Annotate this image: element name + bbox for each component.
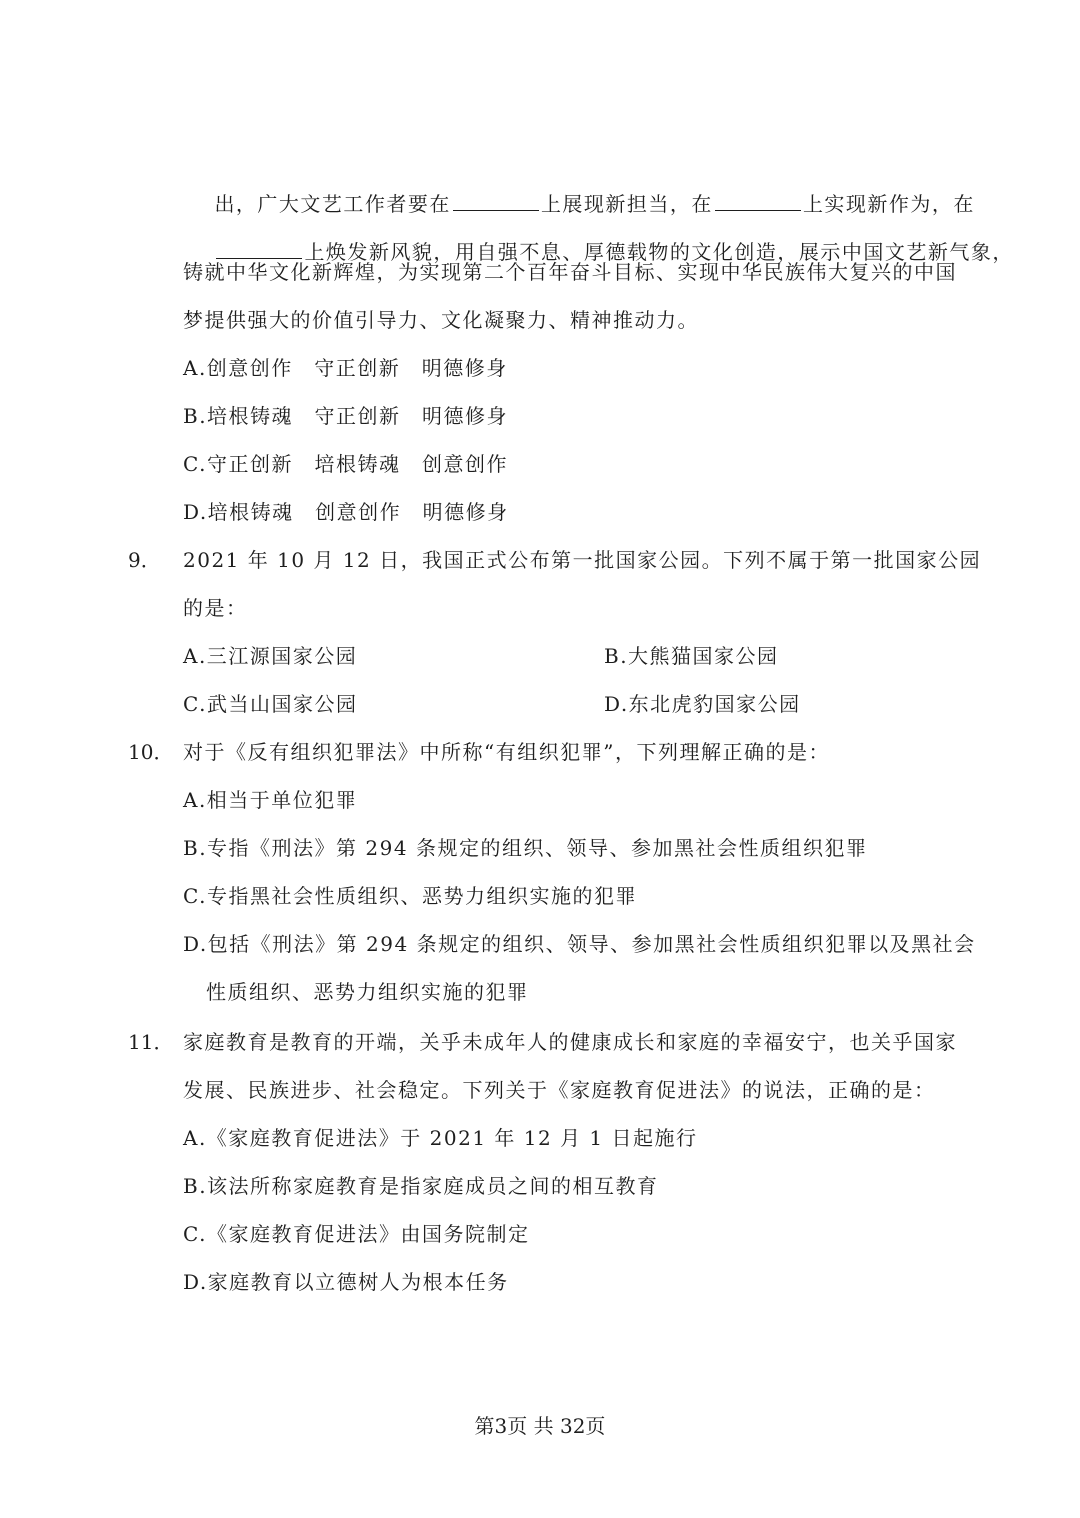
- q10-option-b: B.专指《刑法》第 294 条规定的组织、领导、参加黑社会性质组织犯罪: [183, 836, 868, 860]
- q8-stem-text-a: 出，广大文艺工作者要在: [214, 192, 451, 216]
- q10-stem-line-1: 对于《反有组织犯罪法》中所称“有组织犯罪”，下列理解正确的是：: [183, 740, 830, 764]
- q9-stem-line-2: 的是：: [183, 596, 248, 620]
- q9-option-c: C.武当山国家公园: [183, 692, 358, 716]
- q11-stem-line-2: 发展、民族进步、社会稳定。下列关于《家庭教育促进法》的说法，正确的是：: [183, 1078, 936, 1102]
- page-number-footer: 第3页 共 32页: [474, 1414, 606, 1438]
- q9-stem-line-1: 2021 年 10 月 12 日，我国正式公布第一批国家公园。下列不属于第一批国家公园: [183, 548, 982, 572]
- q8-stem-text-b: 上展现新担当，在: [540, 192, 713, 216]
- q8-stem-text-2: 上焕发新风貌，用自强不息、厚德载物的文化创造，展示中国文艺新气象，: [304, 240, 1014, 264]
- q8-stem-text-c: 上实现新作为，在: [802, 192, 975, 216]
- q8-stem-line-4: 梦提供强大的价值引导力、文化凝聚力、精神推动力。: [183, 308, 699, 332]
- q9-option-d: D.东北虎豹国家公园: [604, 692, 801, 716]
- q8-option-c: C.守正创新 培根铸魂 创意创作: [183, 452, 508, 476]
- q10-option-d-line-1: D.包括《刑法》第 294 条规定的组织、领导、参加黑社会性质组织犯罪以及黑社会: [183, 932, 976, 956]
- q11-option-d: D.家庭教育以立德树人为根本任务: [183, 1270, 509, 1294]
- answer-blank: [216, 238, 302, 259]
- q10-option-d-line-2: 性质组织、恶势力组织实施的犯罪: [206, 980, 529, 1004]
- q8-option-a: A.创意创作 守正创新 明德修身: [183, 356, 508, 380]
- q8-option-d: D.培根铸魂 创意创作 明德修身: [183, 500, 509, 524]
- q11-option-a: A.《家庭教育促进法》于 2021 年 12 月 1 日起施行: [183, 1126, 698, 1150]
- q8-stem-line-3: 铸就中华文化新辉煌，为实现第二个百年奋斗目标、实现中华民族伟大复兴的中国: [183, 260, 957, 284]
- q11-stem-line-1: 家庭教育是教育的开端，关乎未成年人的健康成长和家庭的幸福安宁，也关乎国家: [183, 1030, 957, 1054]
- q9-option-b: B.大熊猫国家公园: [604, 644, 779, 668]
- answer-blank: [715, 190, 801, 211]
- q9-option-a: A.三江源国家公园: [183, 644, 358, 668]
- q8-option-b: B.培根铸魂 守正创新 明德修身: [183, 404, 509, 428]
- q11-option-b: B.该法所称家庭教育是指家庭成员之间的相互教育: [183, 1174, 659, 1198]
- answer-blank: [453, 190, 539, 211]
- q9-number: 9．: [128, 548, 161, 572]
- q10-number: 10．: [128, 740, 174, 764]
- q11-number: 11．: [128, 1030, 174, 1054]
- q11-option-c: C.《家庭教育促进法》由国务院制定: [183, 1222, 530, 1246]
- q10-option-a: A.相当于单位犯罪: [183, 788, 358, 812]
- q10-option-c: C.专指黑社会性质组织、恶势力组织实施的犯罪: [183, 884, 637, 908]
